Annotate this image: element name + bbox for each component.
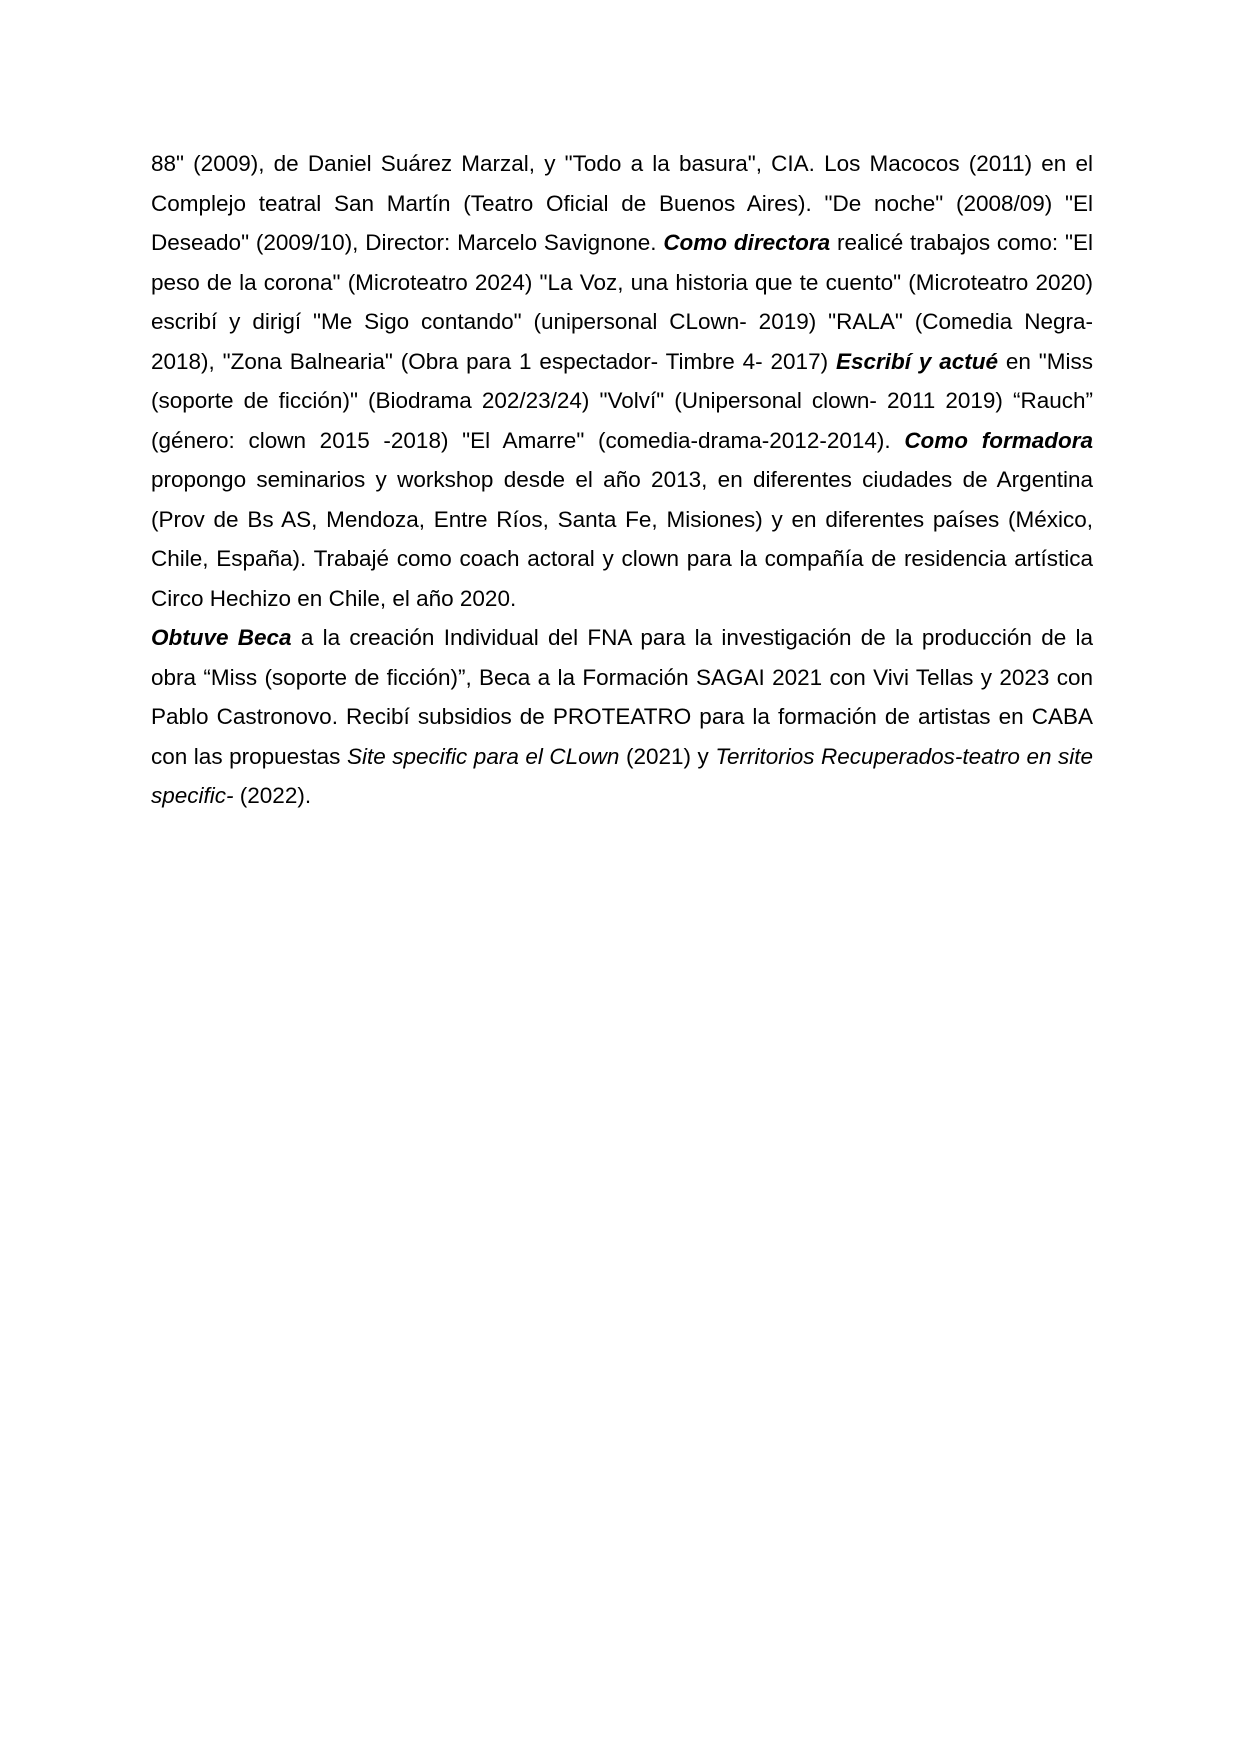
paragraph-career: [151, 144, 1093, 618]
emphasis-escribi-y-actue: Escribí y actué: [835, 348, 999, 374]
document-body: [151, 144, 1093, 816]
emphasis-obtuve-beca: Obtuve Beca: [151, 625, 292, 650]
paragraph-text: en "Miss (soporte de ficción)" (Biodrama 202/23/24) "Volví" (Unipersonal clown- 2011 2019) “Rauch” (género: clown 2015 -2018) "El Amarre" (comedia-drama-2012-2014).: [151, 348, 1093, 453]
italic-territorios-title: Territorios Recuperados-teatro en site specific-: [151, 743, 1094, 808]
paragraph-text: a la creación Individual del FNA para la investigación de la producción de la obra “Miss (soporte de ficción)”, Beca a la Formación SAGAI 2021 con Vivi Tellas y 2023 con Pablo Castronovo. Recibí subsidios de PROTEATRO para la formación de artistas en CABA con las propuestas: [151, 625, 1093, 769]
paragraph-text: (2021) y: [619, 743, 716, 769]
paragraph-text: 88" (2009), de Daniel Suárez Marzal, y "Todo a la basura", CIA. Los Macocos (2011) en el Complejo teatral San Martín (Teatro Oficial de Buenos Aires). "De noche" (2008/09) "El Deseado" (2009/10), Director: Marcelo Savignone.: [151, 151, 1093, 255]
paragraph-text: realicé trabajos como: "El peso de la corona" (Microteatro 2024) "La Voz, una historia que te cuento" (Microteatro 2020) escribí y dirigí "Me Sigo contando" (unipersonal CLown- 2019) "RALA" (Comedia Negra- 2018), "Zona Balnearia" (Obra para 1 espectador- Timbre 4- 2017): [151, 230, 1093, 374]
emphasis-como-formadora: Como formadora: [904, 427, 1094, 453]
paragraph-grants: [151, 618, 1093, 816]
paragraph-text: propongo seminarios y workshop desde el año 2013, en diferentes ciudades de Argentina (Prov de Bs AS, Mendoza, Entre Ríos, Santa Fe, Misiones) y en diferentes países (México, Chile, España). Trabajé como coach actoral y clown para la compañía de residencia artística Circo Hechizo en Chile, el año 2020.: [151, 467, 1093, 611]
emphasis-como-directora: Como directora: [663, 230, 831, 255]
italic-site-specific-title: Site specific para el CLown: [346, 743, 620, 769]
paragraph-text: (2022).: [233, 783, 312, 808]
